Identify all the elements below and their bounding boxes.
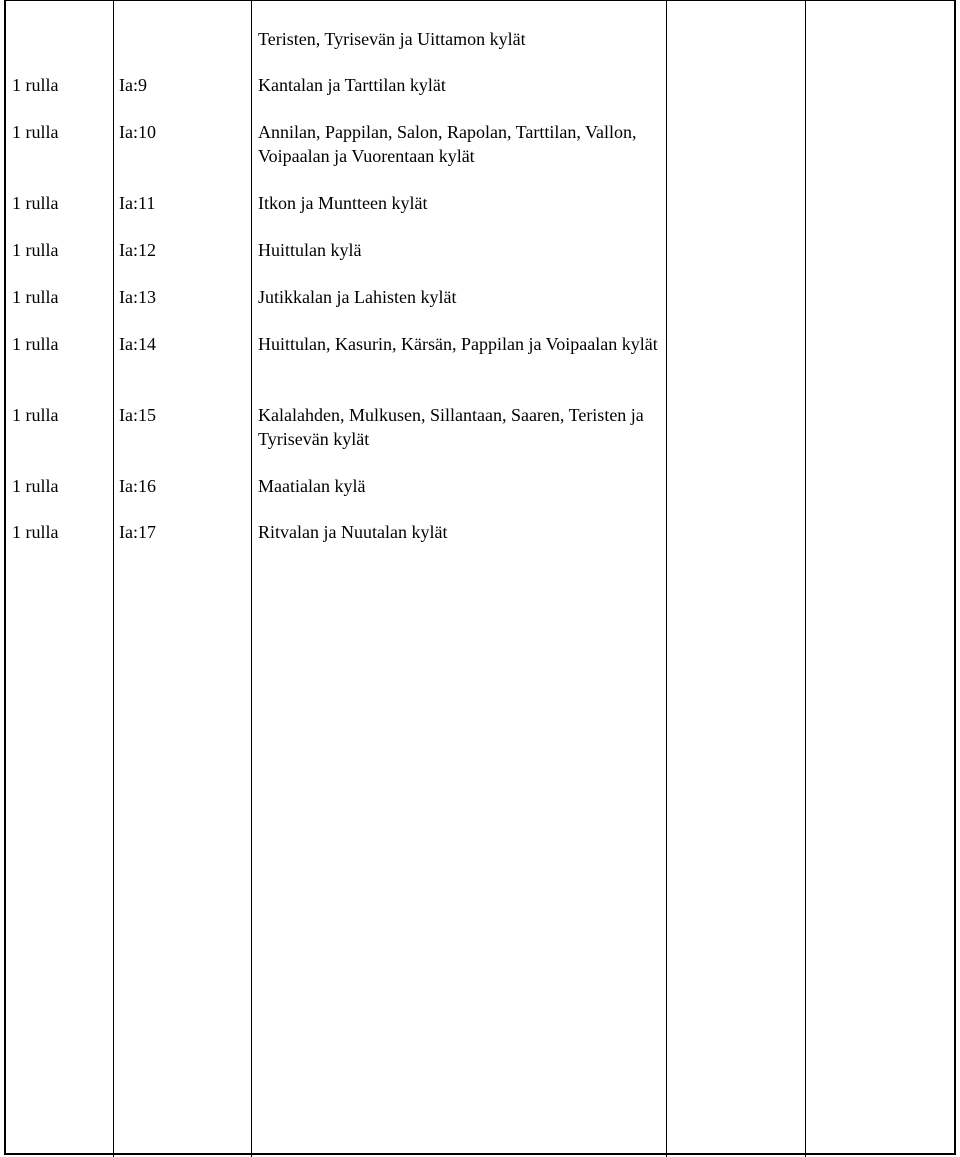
description-cell: Kalalahden, Mulkusen, Sillantaan, Saaren, Teristen ja Tyrisevän kylät [258,405,644,449]
code-cell: Ia:9 [119,75,147,95]
code-cell: Ia:11 [119,193,156,213]
description-cell: Itkon ja Muntteen kylät [258,193,428,213]
description-cell: Jutikkalan ja Lahisten kylät [258,287,457,307]
description-cell: Annilan, Pappilan, Salon, Rapolan, Tarttilan, Vallon, Voipaalan ja Vuorentaan kylät [258,122,637,166]
code-cell: Ia:13 [119,287,156,307]
quantity-cell: 1 rulla [12,334,59,354]
code-cell: Ia:15 [119,405,156,425]
quantity-cell: 1 rulla [12,405,59,425]
code-cell: Ia:12 [119,240,156,260]
column-divider-description [251,0,252,1157]
quantity-cell: 1 rulla [12,287,59,307]
description-cell: Maatialan kylä [258,476,366,496]
description-cell: Teristen, Tyrisevän ja Uittamon kylät [258,29,526,49]
table-frame [4,0,956,1155]
code-cell: Ia:10 [119,122,156,142]
column-divider-extra-1 [666,0,667,1157]
description-cell: Kantalan ja Tarttilan kylät [258,75,446,95]
code-cell: Ia:14 [119,334,156,354]
quantity-cell: 1 rulla [12,193,59,213]
column-divider-extra-2 [805,0,806,1157]
code-cell: Ia:17 [119,522,156,542]
quantity-cell: 1 rulla [12,240,59,260]
quantity-cell: 1 rulla [12,476,59,496]
description-cell: Ritvalan ja Nuutalan kylät [258,522,448,542]
quantity-cell: 1 rulla [12,122,59,142]
quantity-cell: 1 rulla [12,75,59,95]
code-cell: Ia:16 [119,476,156,496]
description-cell: Huittulan, Kasurin, Kärsän, Pappilan ja Voipaalan kylät [258,334,658,354]
description-cell: Huittulan kylä [258,240,362,260]
quantity-cell: 1 rulla [12,522,59,542]
column-divider-code [113,0,114,1157]
